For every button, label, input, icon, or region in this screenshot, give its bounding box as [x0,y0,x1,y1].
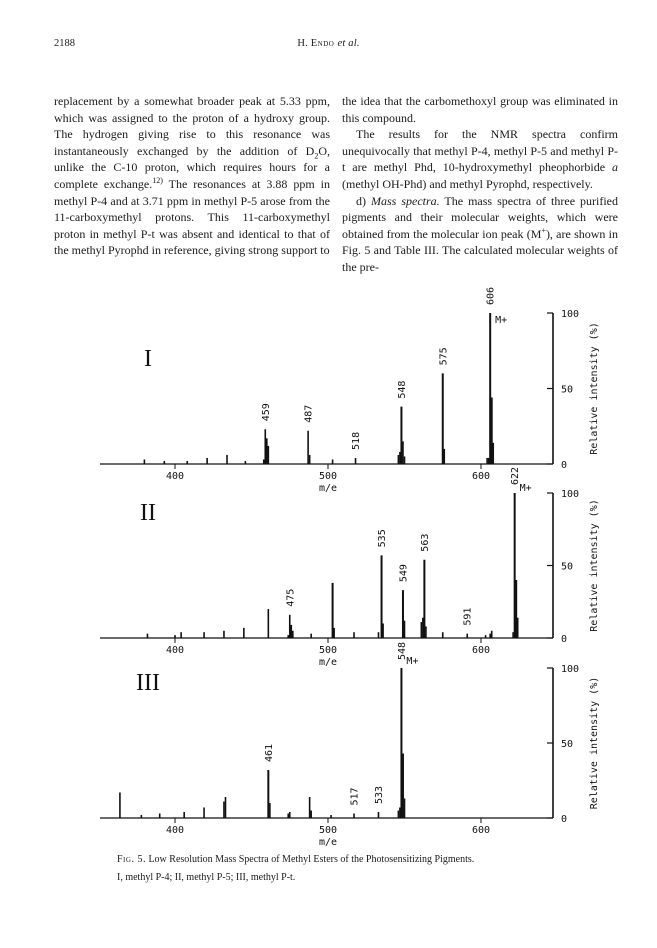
x-axis-label: m/e [318,483,338,494]
peak-label-461: 461 [263,743,275,762]
x-tick-label: 600 [471,471,491,482]
paragraph: d) Mass spectra. The mass spectra of three purified pigments and their molecular weights, which were obtained from the molecular ion peak (M+), are shown in Fig. 5 and Table III. The calculated molecular weights of the pre- [342,193,618,274]
caption-line-1 [117,851,587,869]
peak-label-518: 518 [351,431,363,450]
x-tick-label: 400 [165,471,185,482]
peak-label-548: 548 [396,380,408,399]
caption-label: Fig. 5. [117,854,146,865]
running-head-text: H. Endo et al. [297,38,360,49]
y-tick-label: 100 [561,489,580,500]
paragraph: the idea that the carbomethoxyl group was eliminated in this compound. [342,94,618,125]
peak-label-517: 517 [349,787,361,806]
y-tick-label: 50 [561,384,574,396]
molecular-ion-marker: M+ [519,483,532,494]
peak-label-622: 622 [510,466,522,485]
x-axis-label: m/e [318,837,338,848]
caption-detail: I, methyl P-4; II, methyl P-5; III, methyl P-t. [117,872,296,883]
peak-label-459: 459 [260,403,272,422]
panel-label: III [136,670,160,696]
peak-label-606: 606 [485,286,497,305]
peak-label-475: 475 [285,588,297,607]
x-axis-label: m/e [318,657,338,668]
page-number: 2188 [54,38,75,49]
panel-label: I [144,346,152,372]
caption-title: Low Resolution Mass Spectra of Methyl Esters of the Photosensitizing Pigments. [148,854,475,865]
y-tick-label: 0 [561,460,568,471]
peak-label-535: 535 [377,529,389,548]
paragraph: The results for the NMR spectra confirm unequivocally that methyl P-4, methyl P-5 and methyl P-t are methyl Phd, 10-hydroxymethyl pheophorbide a (methyl OH-Phd) and methyl Pyrophd, respectively. [342,127,618,191]
peak-label-533: 533 [373,785,385,804]
x-tick-label: 400 [165,645,185,656]
x-tick-label: 600 [471,825,491,836]
x-tick-label: 600 [471,645,491,656]
molecular-ion-marker: M+ [495,315,508,326]
y-tick-label: 50 [561,739,574,750]
x-tick-label: 500 [318,645,338,656]
x-tick-label: 500 [318,825,338,836]
peak-label-548: 548 [396,641,408,660]
y-tick-label: 100 [561,309,580,320]
y-tick-label: 50 [561,561,574,573]
x-tick-label: 400 [165,825,185,836]
y-tick-label: 0 [561,814,568,825]
y-axis-label: Relative intensity (%) [589,322,600,455]
paragraph: replacement by a somewhat broader peak at 5.33 ppm, which was assigned to the proton of a hydroxy group. The hydrogen giving rise to this resonance was instantaneously exchanged by the addition of $D_2O$, unlike the C-10 proton, which requires hours for a complete exchange.$^{12)}$ The resonances at 3.88 ppm in methyl P-4 and at 3.71 ppm in methyl P-5 arose from the 11-carboxymethyl protons. This 11-carboxymethyl proton in methyl P-t was absent and identical to that of the methyl Pyrophd in reference, giving strong support to [54,94,330,258]
molecular-ion-marker: M+ [406,656,419,667]
y-tick-label: 0 [561,634,568,645]
y-axis-label: Relative intensity (%) [589,676,600,810]
peak-label-591: 591 [462,607,474,626]
x-tick-label: 500 [318,471,338,482]
peak-label-487: 487 [303,404,315,423]
peak-label-575: 575 [438,347,450,366]
peak-label-563: 563 [419,533,431,552]
panel-label: II [140,500,156,526]
y-axis-label: Relative intensity (%) [589,499,600,632]
figure-caption [117,851,587,887]
y-tick-label: 100 [561,664,580,675]
peak-label-549: 549 [398,564,410,583]
